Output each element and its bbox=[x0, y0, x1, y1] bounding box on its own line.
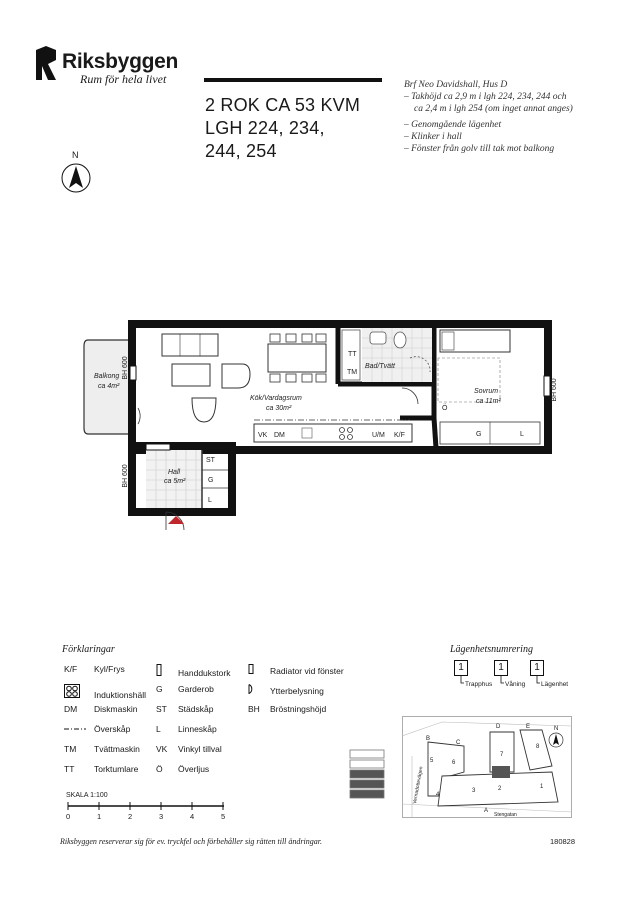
radiator-icon bbox=[248, 664, 254, 674]
desc-line: Brf Neo Davidshall, Hus D bbox=[404, 80, 508, 90]
scale-tick: 1 bbox=[97, 812, 102, 821]
legend-item: Överskåp bbox=[64, 724, 164, 744]
scale-bar bbox=[64, 792, 234, 826]
legend-col-2 bbox=[156, 664, 256, 784]
scale-tick: 2 bbox=[128, 812, 133, 821]
riksbyggen-mark-icon bbox=[34, 46, 60, 82]
site-street: Vernadottevägen bbox=[412, 766, 425, 805]
dining-table bbox=[268, 344, 326, 372]
numbering-diagram bbox=[452, 660, 602, 696]
desc-line: – Takhöjd ca 2,9 m i lgh 224, 234, 244 och bbox=[404, 92, 567, 102]
induction-hob-icon bbox=[64, 684, 80, 698]
desc-line: – Fönster från golv till tak mot balkong bbox=[404, 144, 555, 154]
desc-line: – Genomgående lägenhet bbox=[404, 120, 502, 130]
legend-item: G Garderob bbox=[156, 684, 214, 694]
legend-item: TM Tvättmaskin bbox=[64, 744, 140, 754]
site-number: 8 bbox=[536, 744, 540, 750]
plan-label-um: U/M bbox=[372, 432, 385, 439]
desc-line: ca 2,4 m i lgh 254 (om inget annat anges) bbox=[414, 104, 573, 114]
legend-item: BH Bröstningshöjd bbox=[248, 704, 327, 714]
legend-item: Ytterbelysning bbox=[248, 684, 368, 704]
footer-code: 180828 bbox=[550, 837, 576, 846]
towel-dryer-icon bbox=[156, 664, 162, 676]
brand-tagline: Rum för hela livet bbox=[80, 72, 167, 86]
plan-label-tm: TM bbox=[347, 369, 358, 376]
legend-item: K/F Kyl/Frys bbox=[64, 664, 125, 674]
armchair bbox=[192, 398, 216, 422]
room-hall: Hall bbox=[168, 469, 181, 476]
site-plan bbox=[402, 716, 572, 818]
footer-disclaimer: Riksbyggen reserverar sig för ev. tryckfel och förbehåller sig rätten till ändringar. bbox=[60, 837, 322, 846]
site-street: Stengatan bbox=[494, 812, 517, 818]
exterior-light-icon bbox=[248, 684, 256, 694]
desc-line: – Klinker i hall bbox=[404, 132, 462, 142]
site-number: 4 bbox=[436, 792, 440, 798]
legend-item: L Linneskåp bbox=[156, 724, 217, 734]
plan-label-kf: K/F bbox=[394, 432, 405, 439]
scale-label: SKALA 1:100 bbox=[66, 792, 108, 799]
legend-item: Radiator vid fönster bbox=[248, 664, 368, 684]
plan-label-tt: TT bbox=[348, 351, 357, 358]
numbering-label-3: Lägenhet bbox=[541, 681, 569, 688]
brand-logo bbox=[34, 46, 184, 94]
plan-label-bh600-right: BH 600 bbox=[551, 378, 558, 402]
plan-label-vk: VK bbox=[258, 432, 268, 439]
site-letter: E bbox=[526, 724, 531, 730]
legend-item: TT Torktumlare bbox=[64, 764, 139, 774]
site-letter: C bbox=[456, 740, 461, 746]
plan-label-dm: DM bbox=[274, 432, 285, 439]
north-arrow-icon bbox=[60, 162, 92, 194]
numbering-box-1: 1 bbox=[454, 660, 468, 676]
room-bad: Bad/Tvätt bbox=[365, 363, 395, 370]
title-line-1: 2 ROK CA 53 KVM bbox=[205, 95, 361, 115]
floor-stack-diagram bbox=[346, 748, 388, 802]
armchair bbox=[222, 364, 250, 388]
legend-item: Ö Överljus bbox=[156, 764, 210, 774]
coffee-table bbox=[172, 364, 210, 386]
legend-item: DM Diskmaskin bbox=[64, 704, 138, 714]
numbering-box-2: 1 bbox=[494, 660, 508, 676]
plan-label-st: ST bbox=[206, 457, 215, 464]
room-sovrum: Sovrum bbox=[474, 388, 499, 395]
plan-label-l-sov: L bbox=[520, 431, 524, 438]
wall-cabinet-icon bbox=[64, 726, 86, 732]
room-balkong-area: ca 4m² bbox=[98, 383, 120, 390]
title-rule bbox=[204, 78, 382, 82]
legend-col-3 bbox=[248, 664, 368, 724]
site-letter: B bbox=[426, 736, 431, 742]
site-number: 7 bbox=[500, 752, 504, 758]
room-kok: Kök/Vardagsrum bbox=[250, 395, 302, 402]
scale-tick: 3 bbox=[159, 812, 164, 821]
legend-item: ST Städskåp bbox=[156, 704, 214, 714]
room-sovrum-area: ca 11m² bbox=[476, 398, 501, 405]
legend-item: Induktionshäll bbox=[64, 684, 164, 704]
apartment-description bbox=[404, 79, 604, 155]
site-number: 6 bbox=[452, 760, 456, 766]
site-number: 1 bbox=[540, 784, 544, 790]
scale-tick: 4 bbox=[190, 812, 195, 821]
scale-ruler bbox=[64, 801, 234, 811]
floor-plan bbox=[80, 318, 560, 548]
site-number: 2 bbox=[498, 786, 502, 792]
plan-label-l-hall: L bbox=[208, 497, 212, 504]
entrance-marker-icon bbox=[168, 516, 184, 524]
legend-title: Förklaringar bbox=[62, 644, 115, 655]
site-number: 5 bbox=[430, 758, 434, 764]
numbering-box-3: 1 bbox=[530, 660, 544, 676]
numbering-title: Lägenhetsnumrering bbox=[450, 644, 533, 655]
title-line-2: LGH 224, 234, bbox=[205, 118, 325, 138]
site-letter: A bbox=[484, 808, 489, 814]
apartment-title bbox=[205, 94, 385, 163]
numbering-label-2: Våning bbox=[505, 681, 526, 688]
compass-n-label: N bbox=[72, 150, 79, 160]
plan-label-g-sov: G bbox=[476, 431, 482, 438]
scale-tick: 0 bbox=[66, 812, 71, 821]
legend-item: VK Vinkyl tillval bbox=[156, 744, 222, 754]
site-letter: D bbox=[496, 724, 501, 730]
plan-label-bh600-left-top: BH 600 bbox=[122, 356, 129, 380]
plan-label-g-hall: G bbox=[208, 477, 214, 484]
site-north: N bbox=[554, 726, 559, 732]
numbering-label-1: Trapphus bbox=[465, 681, 493, 688]
sofa bbox=[162, 334, 218, 356]
room-kok-area: ca 30m² bbox=[266, 405, 292, 412]
site-number: 3 bbox=[472, 788, 476, 794]
legend-col-1 bbox=[64, 664, 164, 784]
brand-name: Riksbyggen bbox=[62, 50, 179, 73]
legend-item: Handdukstork bbox=[156, 664, 256, 684]
scale-tick: 5 bbox=[221, 812, 226, 821]
title-line-3: 244, 254 bbox=[205, 141, 277, 161]
room-hall-area: ca 5m² bbox=[164, 478, 186, 485]
compass bbox=[58, 150, 94, 196]
room-balkong: Balkong bbox=[94, 373, 120, 380]
plan-label-o: Ö bbox=[442, 405, 448, 412]
plan-label-bh600-left-bottom: BH 600 bbox=[122, 464, 129, 488]
